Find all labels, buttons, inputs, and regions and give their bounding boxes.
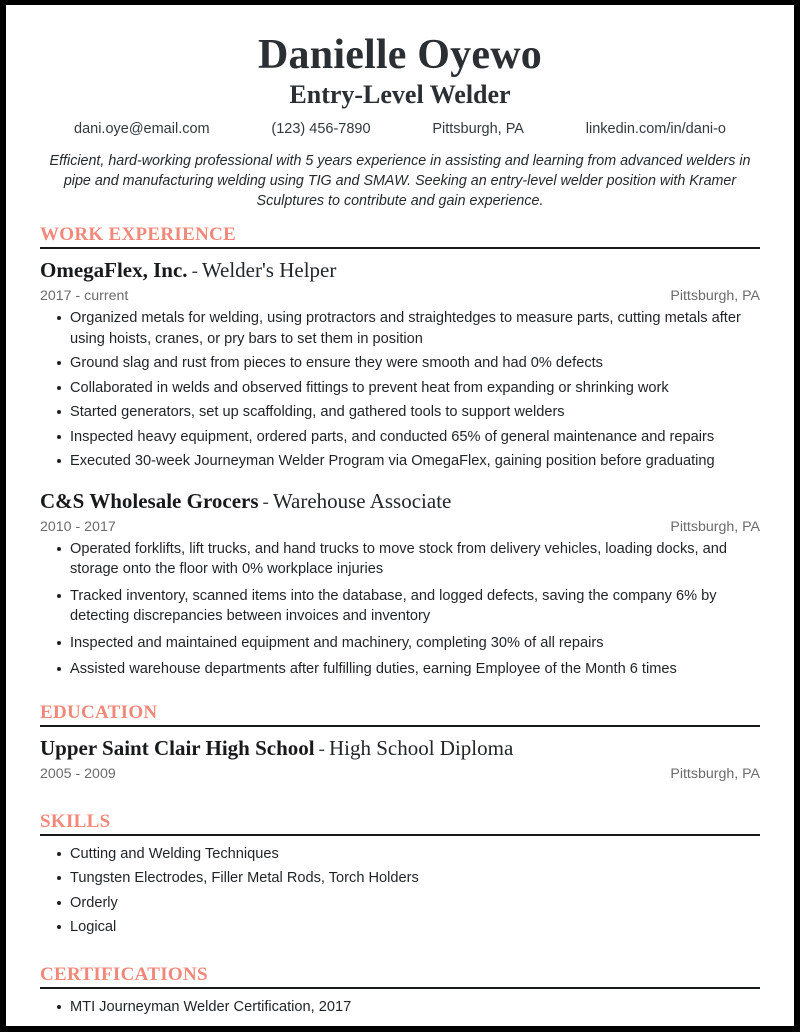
entry-title-line	[40, 735, 760, 764]
list-item: Tungsten Electrodes, Filler Metal Rods, Torch Holders	[40, 868, 760, 889]
section-divider	[40, 834, 760, 836]
entry-separator: -	[318, 738, 325, 760]
list-item: Started generators, set up scaffolding, and gathered tools to support welders	[40, 402, 760, 423]
list-item: Ground slag and rust from pieces to ensure they were smooth and had 0% defects	[40, 353, 760, 374]
education-entry	[40, 735, 760, 782]
entry-organization: C&S Wholesale Grocers	[40, 488, 259, 513]
entry-separator: -	[191, 261, 198, 282]
entry-dates: 2010 - 2017	[40, 518, 116, 535]
list-item: MTI Journeyman Welder Certification, 2017	[40, 997, 760, 1018]
section-heading-education: EDUCATION	[40, 701, 158, 723]
entry-location: Pittsburgh, PA	[670, 765, 760, 782]
list-item: Operated forklifts, lift trucks, and hand trucks to move stock from delivery vehicles, loading docks, and storage onto the floor with 0% workplace injuries	[40, 539, 760, 580]
entry-dates: 2005 - 2009	[40, 765, 116, 782]
entry-bullet-list	[40, 539, 760, 680]
list-item: Executed 30-week Journeyman Welder Program via OmegaFlex, gaining position before graduating	[40, 451, 760, 472]
contact-row	[40, 121, 760, 137]
experience-entry	[40, 488, 760, 680]
page-title: Danielle Oyewo	[258, 32, 542, 78]
entry-meta-line	[40, 519, 760, 535]
entry-meta-line	[40, 766, 760, 782]
entry-separator: -	[262, 491, 269, 513]
entry-title-line	[40, 257, 760, 286]
list-item: Orderly	[40, 893, 760, 914]
entry-title-line	[40, 488, 760, 517]
list-item: Cutting and Welding Techniques	[40, 844, 760, 865]
entry-location: Pittsburgh, PA	[670, 288, 760, 304]
certifications-list	[40, 997, 760, 1018]
contact-email[interactable]: dani.oye@email.com	[74, 121, 210, 137]
entry-organization: OmegaFlex, Inc.	[40, 258, 188, 282]
section-divider	[40, 247, 760, 249]
entry-location: Pittsburgh, PA	[670, 518, 760, 535]
experience-entry	[40, 257, 760, 472]
contact-linkedin[interactable]: linkedin.com/in/dani-o	[585, 121, 726, 137]
section-skills	[40, 811, 760, 938]
list-item: Assisted warehouse departments after fulfilling duties, earning Employee of the Month 6 times	[40, 659, 760, 680]
section-divider	[40, 725, 760, 727]
entry-role: High School Diploma	[328, 735, 514, 760]
entry-bullet-list	[40, 308, 760, 472]
entry-role: Warehouse Associate	[272, 488, 452, 513]
contact-location: Pittsburgh, PA	[432, 121, 524, 137]
section-divider	[40, 987, 760, 989]
list-item: Inspected heavy equipment, ordered parts, and conducted 65% of general maintenance and repairs	[40, 427, 760, 448]
section-heading-work-experience: WORK EXPERIENCE	[40, 224, 237, 245]
section-heading-certifications: CERTIFICATIONS	[40, 963, 208, 985]
professional-summary: Efficient, hard-working professional with 5 years experience in assisting and learning from advanced welders in pipe and manufacturing welding using TIG and SMAW. Seeking an entry-level welder position with Kramer Sculptures to contribute and gain experience.	[49, 153, 751, 209]
section-education	[40, 702, 760, 782]
entry-dates: 2017 - current	[40, 288, 129, 304]
section-certifications	[40, 964, 760, 1018]
resume-page	[6, 5, 794, 1026]
list-item: Tracked inventory, scanned items into the database, and logged defects, saving the company 6% by detecting discrepancies between invoices and inventory	[40, 586, 760, 627]
list-item: Logical	[40, 917, 760, 938]
list-item: Collaborated in welds and observed fittings to prevent heat from expanding or shrinking work	[40, 378, 760, 399]
skills-list	[40, 844, 760, 938]
entry-meta-line	[40, 288, 760, 304]
header-job-title: Entry-Level Welder	[289, 80, 511, 109]
section-heading-skills: SKILLS	[40, 810, 111, 832]
section-work-experience	[40, 224, 760, 680]
entry-organization: Upper Saint Clair High School	[40, 735, 315, 760]
entry-role: Welder's Helper	[201, 258, 337, 282]
contact-phone[interactable]: (123) 456-7890	[271, 121, 371, 137]
list-item: Organized metals for welding, using protractors and straightedges to measure parts, cutting metals after using hoists, cranes, or pry bars to set them in position	[40, 308, 760, 349]
resume-header	[40, 5, 760, 137]
list-item: Inspected and maintained equipment and machinery, completing 30% of all repairs	[40, 633, 760, 654]
